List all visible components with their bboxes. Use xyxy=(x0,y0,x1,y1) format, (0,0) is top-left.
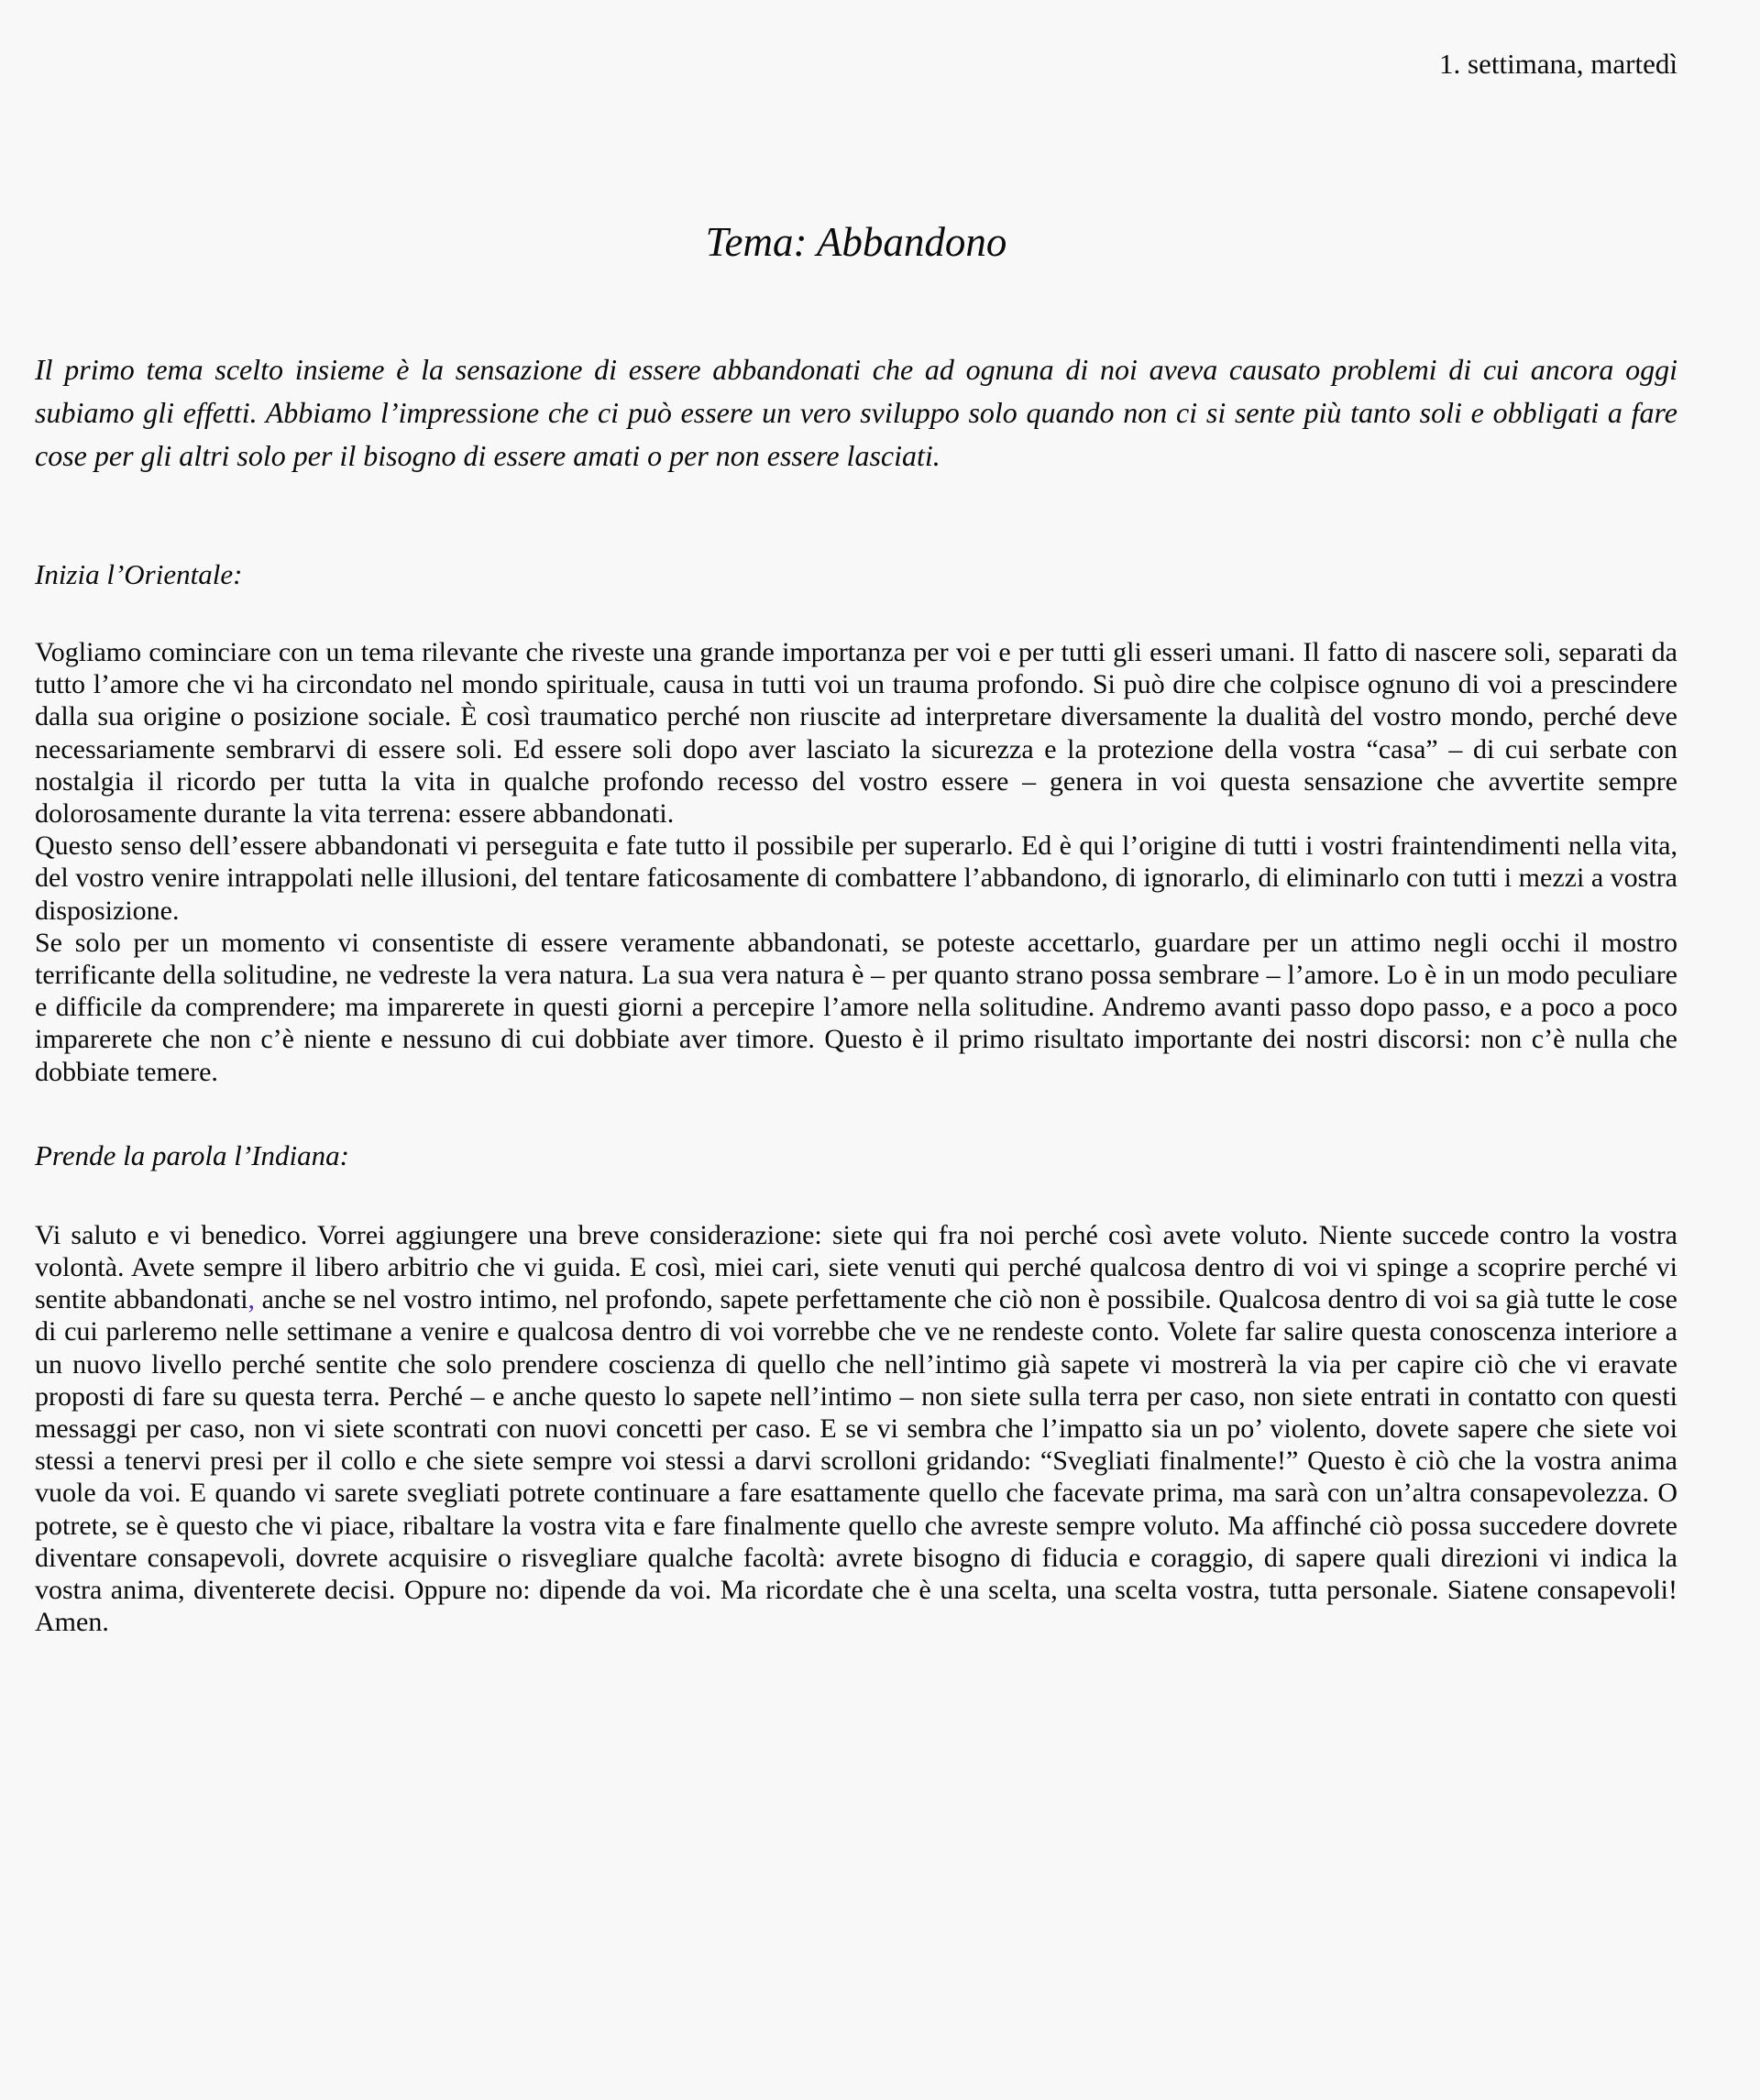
orientale-paragraph-1: Vogliamo cominciare con un tema rilevante che riveste una grande importanza per voi e per tutti gli esseri umani. Il fatto di nascere soli, separati da tutto l’amore che vi ha circondato nel mondo spirituale, causa in tutti voi un trauma profondo. Si può dire che colpisce ognuno di voi a prescindere dalla sua origine o posizione sociale. È così traumatico perché non riuscite ad interpretare diversamente la dualità del vostro mondo, perché deve necessariamente sembrarvi di essere soli. Ed essere soli dopo aver lasciato la sicurezza e la protezione della vostra “casa” – di cui serbate con nostalgia il ricordo per tutta la vita in qualche profondo recesso del vostro essere – genera in voi questa sensazione che avvertite sempre dolorosamente durante la vita terrena: essere abbandonati. xyxy=(35,637,1678,830)
intro-paragraph: Il primo tema scelto insieme è la sensazione di essere abbandonati che ad ognuna di noi aveva causato problemi di cui ancora oggi subiamo gli effetti. Abbiamo l’impressione che ci può essere un vero sviluppo solo quando non ci si sente più tanto soli e obbligati a fare cose per gli altri solo per il bisogno di essere amati o per non essere lasciati. xyxy=(35,353,1678,472)
orientale-paragraph-2: Questo senso dell’essere abbandonati vi perseguita e fate tutto il possibile per superarlo. Ed è qui l’origine di tutti i vostri fraintendimenti nella vita, del vostro venire intrappolati nelle illusioni, del tentare faticosamente di combattere l’abbandono, di ignorarlo, di eliminarlo con tutti i mezzi a vostra disposizione. xyxy=(35,830,1678,926)
orientale-paragraph-3: Se solo per un momento vi consentiste di essere veramente abbandonati, se poteste accettarlo, guardare per un attimo negli occhi il mostro terrificante della solitudine, ne vedreste la vera natura. La sua vera natura è – per quanto strano possa sembrare – l’amore. Lo è in un modo peculiare e difficile da comprendere; ma imparerete in questi giorni a percepire l’amore nella solitudine. Andremo avanti passo dopo passo, e a poco a poco imparerete che non c’è niente e nessuno di cui dobbiate aver timore. Questo è il primo risultato importante dei nostri discorsi: non c’è nulla che dobbiate temere. xyxy=(35,927,1678,1087)
page-title: Tema: Abbandono xyxy=(705,219,1007,265)
speaker-heading-orientale: Inizia l’Orientale: xyxy=(35,558,243,590)
accent-comma: , xyxy=(248,1284,256,1315)
indiana-speech xyxy=(35,1219,1678,1639)
indiana-paragraph-after-accent: anche se nel vostro intimo, nel profondo, sapete perfettamente che ciò non è possibile. Qualcosa dentro di voi sa già tutte le cose di cui parleremo nelle settimane a venire e qualcosa dentro di voi vorrebbe che ve ne rendeste conto. Volete far salire questa conoscenza interiore a un nuovo livello perché sentite che solo prendere coscienza di quello che nell’intimo già sapete vi mostrerà la via per capire ciò che vi eravate proposti di fare su questa terra. Perché – e anche questo lo sapete nell’intimo – non siete sulla terra per caso, non siete entrati in contatto con questi messaggi per caso, non vi siete scontrati con nuovi concetti per caso. E se vi sembra che l’impatto sia un po’ violento, dovete sapere che siete voi stessi a tenervi presi per il collo e che siete sempre voi stessi a darvi scrolloni gridando: “Svegliati finalmente!” Questo è ciò che la vostra anima vuole da voi. E quando vi sarete svegliati potrete continuare a fare esattamente quello che facevate prima, ma sarà con un’altra consapevolezza. O potrete, se è questo che vi piace, ribaltare la vostra vita e fare finalmente quello che avreste sempre voluto. Ma affinché ciò possa succedere dovrete diventare consapevoli, dovrete acquisire o risvegliare qualche facoltà: avrete bisogno di fiducia e coraggio, di sapere quali direzioni vi indica la vostra anima, diventerete decisi. Oppure no: dipende da voi. Ma ricordate che è una scelta, una scelta vostra, tutta personale. Siatene consapevoli! Amen. xyxy=(35,1284,1678,1638)
orientale-speech xyxy=(35,636,1678,1088)
indiana-paragraph xyxy=(35,1219,1678,1639)
header-date: 1. settimana, martedì xyxy=(1439,48,1678,80)
speaker-heading-indiana: Prende la parola l’Indiana: xyxy=(35,1138,349,1171)
indiana-paragraph-before-accent: Vi saluto e vi benedico. Vorrei aggiungere una breve considerazione: siete qui fra noi perché così avete voluto. Niente succede contro la vostra volontà. Avete sempre il libero arbitrio che vi guida. E così, miei cari, siete venuti qui perché qualcosa dentro di voi vi spinge a scoprire perché vi sentite abbandonati xyxy=(35,1219,1678,1315)
